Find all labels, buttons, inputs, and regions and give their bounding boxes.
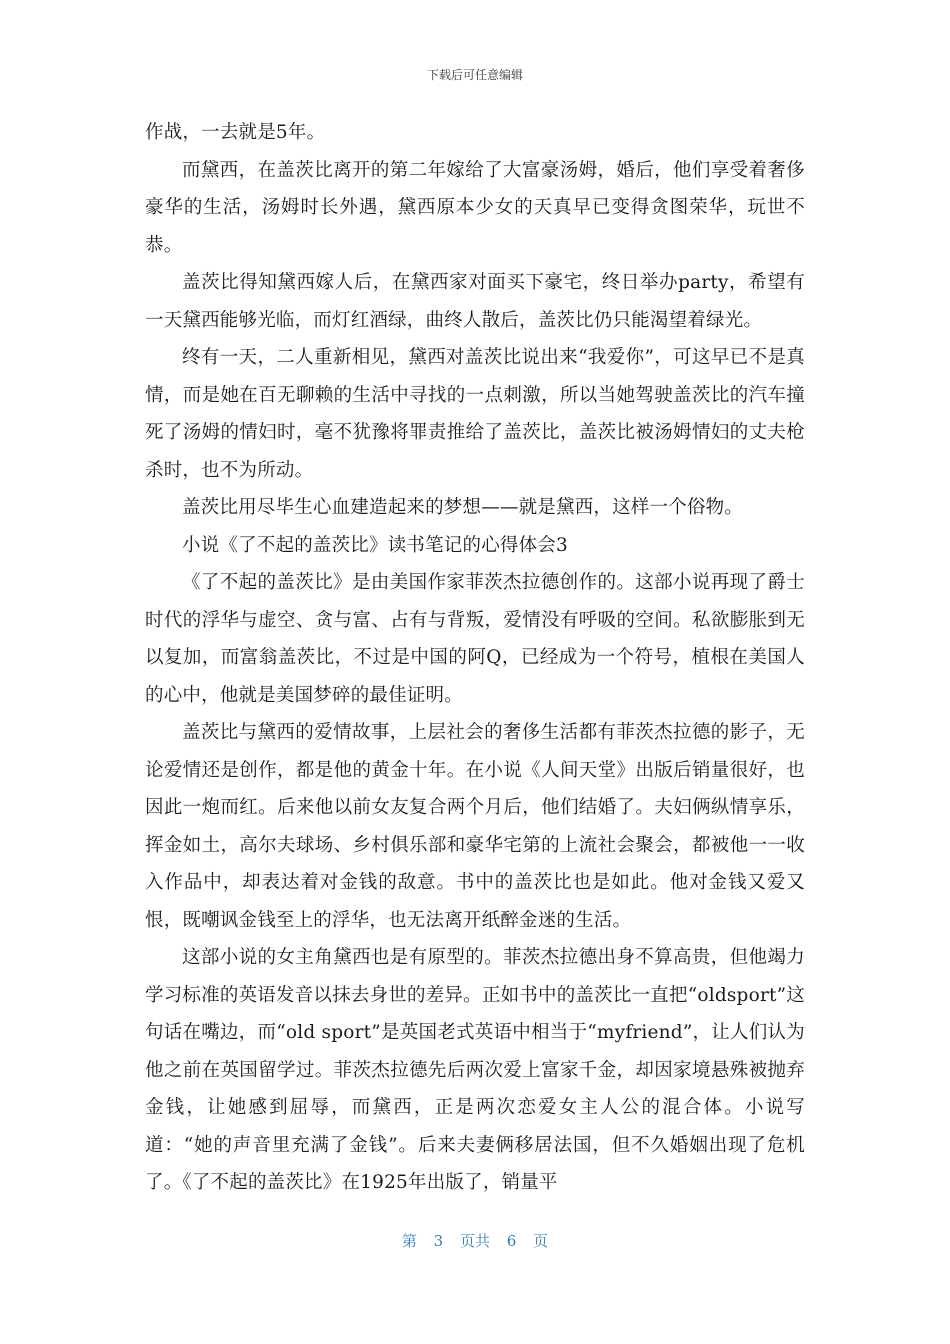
paragraph: 盖茨比得知黛西嫁人后，在黛西家对面买下豪宅，终日举办party，希望有一天黛西能够光临，而灯红酒绿，曲终人散后，盖茨比仍只能渴望着绿光。	[145, 272, 805, 331]
paragraph: 这部小说的女主角黛西也是有原型的。菲茨杰拉德出身不算高贵，但他竭力学习标准的英语发音以抹去身世的差异。正如书中的盖茨比一直把“oldsport”这句话在嘴边，而“old sport”是英国老式英语中相当于“myfriend”，让人们认为他之前在英国留学过。菲茨杰拉德先后两次爱上富家千金，却因家境悬殊被抛弃金钱，让她感到屈辱，而黛西，正是两次恋爱女主人公的混合体。小说写道：“她的声音里充满了金钱”。后来夫妻俩移居法国，但不久婚姻出现了危机了。《了不起的盖茨比》在1925年出版了，销量平	[145, 947, 805, 1193]
page-header: 下载后可任意编辑	[426, 68, 523, 82]
paragraph: 而黛西，在盖茨比离开的第二年嫁给了大富豪汤姆，婚后，他们享受着奢侈豪华的生活，汤姆时长外遇，黛西原本少女的天真早已变得贪图荣华，玩世不恭。	[145, 159, 805, 256]
paragraph: 终有一天，二人重新相见，黛西对盖茨比说出来“我爱你”，可这早已不是真情，而是她在百无聊赖的生活中寻找的一点刺激，所以当她驾驶盖茨比的汽车撞死了汤姆的情妇时，毫不犹豫将罪责推给了盖茨比，盖茨比被汤姆情妇的丈夫枪杀时，也不为所动。	[145, 347, 805, 481]
paragraph: 作战，一去就是5年。	[145, 122, 326, 143]
document-body	[145, 114, 805, 1202]
page-footer: 第 3 页共 6 页	[401, 1232, 549, 1250]
paragraph: 《了不起的盖茨比》是由美国作家菲茨杰拉德创作的。这部小说再现了爵士时代的浮华与虚空、贪与富、占有与背叛，爱情没有呼吸的空间。私欲膨胀到无以复加，而富翁盖茨比，不过是中国的阿Q，已经成为一个符号，植根在美国人的心中，他就是美国梦碎的最佳证明。	[145, 572, 805, 706]
paragraph: 盖茨比与黛西的爱情故事，上层社会的奢侈生活都有菲茨杰拉德的影子，无论爱情还是创作，都是他的黄金十年。在小说《人间天堂》出版后销量很好，也因此一炮而红。后来他以前女友复合两个月后，他们结婚了。夫妇俩纵情享乐，挥金如土，高尔夫球场、乡村俱乐部和豪华宅第的上流社会聚会，都被他一一收入作品中，却表达着对金钱的敌意。书中的盖茨比也是如此。他对金钱又爱又恨，既嘲讽金钱至上的浮华，也无法离开纸醉金迷的生活。	[145, 722, 805, 931]
section-heading: 小说《了不起的盖茨比》读书笔记的心得体会3	[182, 534, 568, 556]
paragraph: 盖茨比用尽毕生心血建造起来的梦想——就是黛西，这样一个俗物。	[182, 497, 744, 518]
